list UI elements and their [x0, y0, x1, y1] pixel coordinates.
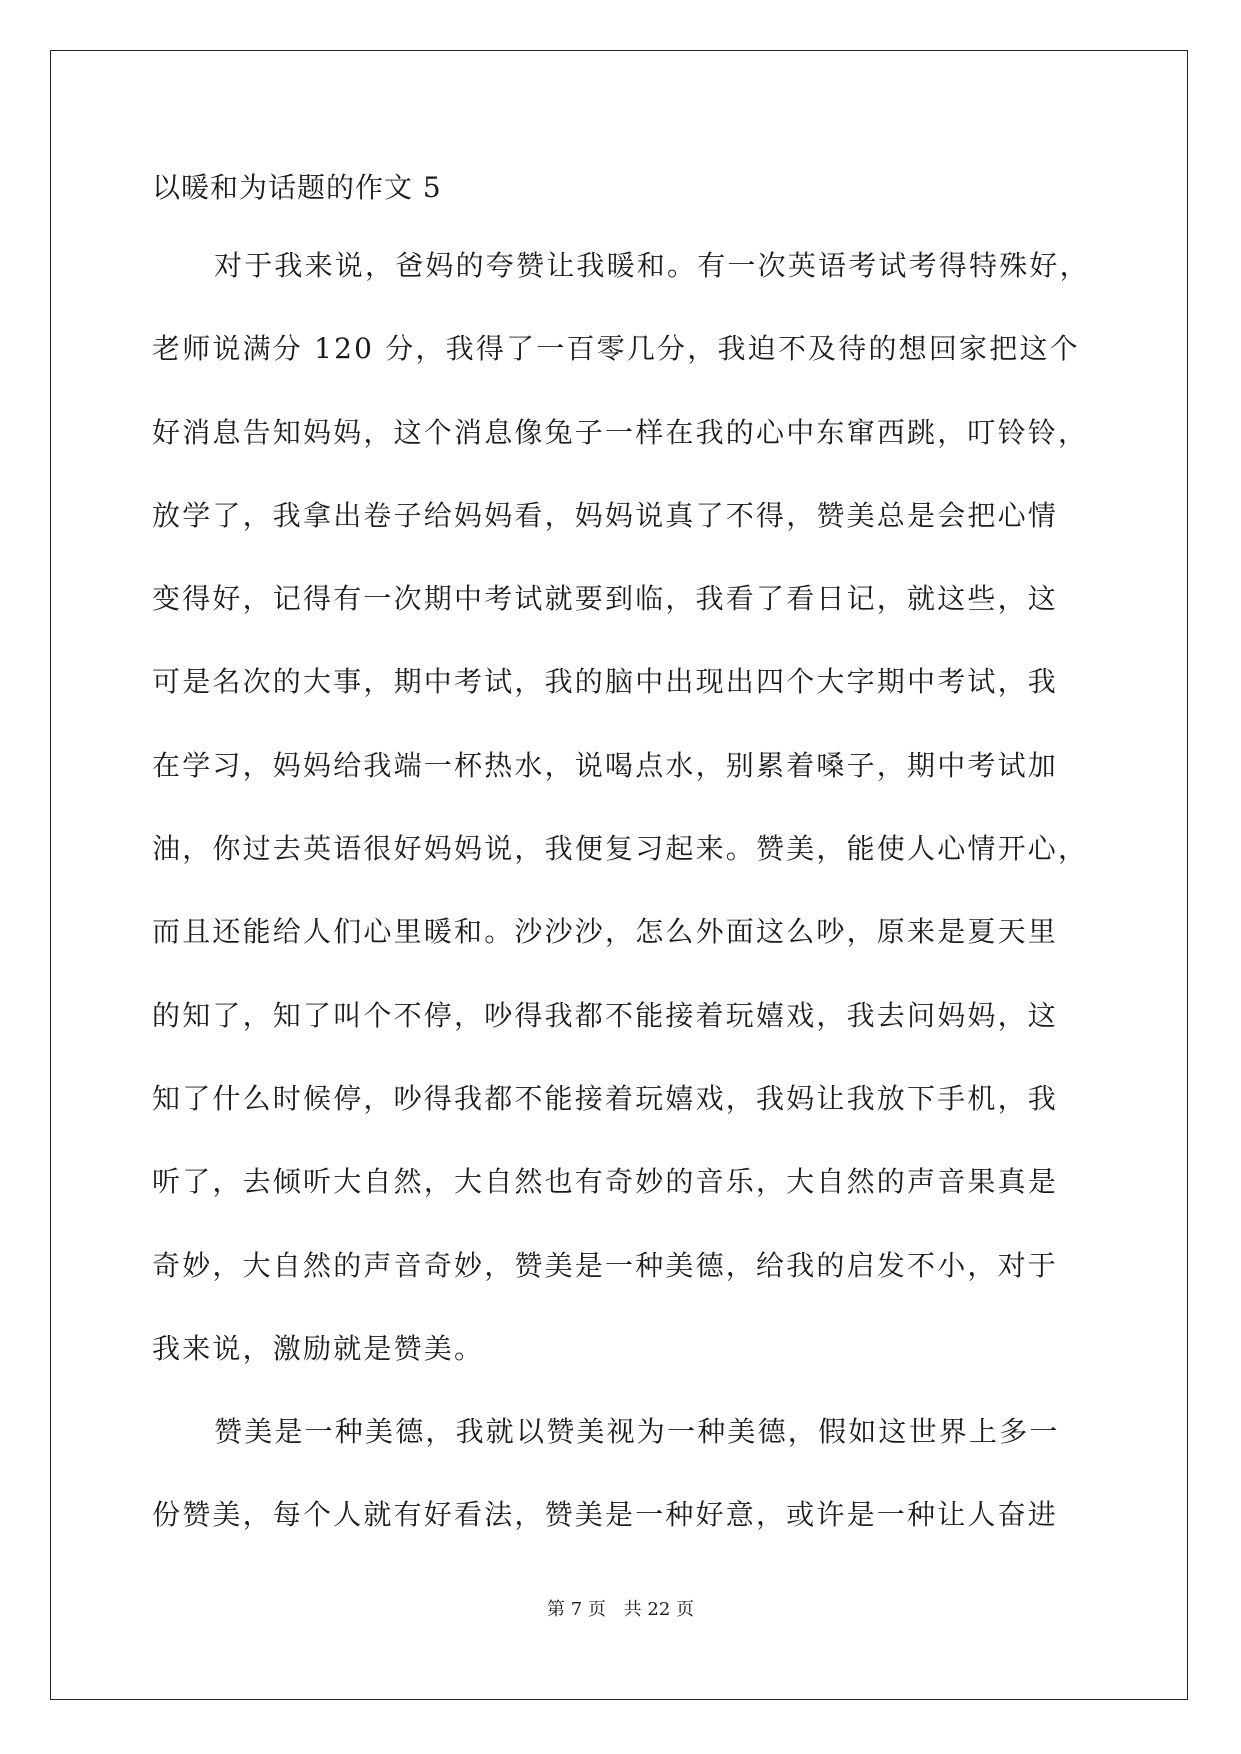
page-number: 第 7 页	[547, 1599, 606, 1620]
paragraph-line: 可是名次的大事，期中考试，我的脑中出现出四个大字期中考试，我	[152, 665, 1059, 699]
page-total: 共 22 页	[623, 1599, 694, 1620]
paragraph-line: 听了，去倾听大自然，大自然也有奇妙的音乐，大自然的声音果真是	[152, 1165, 1059, 1199]
paragraph-line: 我来说，激励就是赞美。	[152, 1331, 485, 1365]
paragraph-line: 的知了，知了叫个不停，吵得我都不能接着玩嬉戏，我去问妈妈，这	[152, 998, 1059, 1032]
paragraph-line: 在学习，妈妈给我端一杯热水，说喝点水，别累着嗓子，期中考试加	[152, 748, 1059, 782]
paragraph-line: 好消息告知妈妈，这个消息像兔子一样在我的心中东窜西跳，叮铃铃，	[152, 415, 1089, 449]
paragraph-line: 知了什么时候停，吵得我都不能接着玩嬉戏，我妈让我放下手机，我	[152, 1081, 1059, 1115]
paragraph-line: 油，你过去英语很好妈妈说，我便复习起来。赞美，能使人心情开心，	[152, 832, 1089, 866]
paragraph-line: 老师说满分 120 分，我得了一百零几分，我迫不及待的想回家把这个	[152, 332, 1080, 366]
paragraph-line: 对于我来说，爸妈的夸赞让我暖和。有一次英语考试考得特殊好，	[214, 249, 1090, 282]
paragraph-line: 而且还能给人们心里暖和。沙沙沙，怎么外面这么吵，原来是夏天里	[152, 915, 1059, 949]
paragraph-line: 放学了，我拿出卷子给妈妈看，妈妈说真了不得，赞美总是会把心情	[152, 498, 1059, 532]
paragraph-line: 变得好，记得有一次期中考试就要到临，我看了看日记，就这些，这	[152, 582, 1059, 616]
paragraph-line: 份赞美，每个人就有好看法，赞美是一种好意，或许是一种让人奋进	[152, 1498, 1059, 1532]
document-body	[152, 246, 1092, 1579]
document-title: 以暖和为话题的作文 5	[152, 171, 442, 204]
paragraph-line: 奇妙，大自然的声音奇妙，赞美是一种美德，给我的启发不小，对于	[152, 1248, 1059, 1282]
paragraph-line: 赞美是一种美德，我就以赞美视为一种美德，假如这世界上多一	[214, 1415, 1060, 1449]
page-footer	[0, 1598, 1241, 1622]
